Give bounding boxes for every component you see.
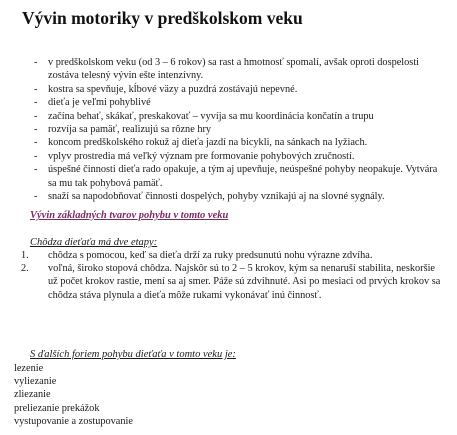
bullet-text: začína behať, skákať, preskakovať – vyvíja sa mu koordinácia končatín a trupu [48, 110, 374, 122]
bullet-item [36, 123, 448, 136]
form-item: zliezanie [14, 389, 51, 401]
bullet-dash: - [34, 97, 38, 109]
walking-stage-item [22, 262, 442, 302]
bullet-dash: - [34, 137, 38, 149]
walking-stages-list [22, 249, 442, 302]
bullet-item [36, 110, 448, 123]
page-title: Vývin motoriky v predškolskom veku [22, 8, 303, 28]
bullet-text: rozvíja sa pamäť, realizujú sa rôzne hry [48, 124, 212, 136]
form-item: lezenie [14, 363, 44, 374]
bullet-item [36, 56, 448, 83]
bullet-text: kostra sa spevňuje, kĺbové väzy a puzdrá zostávajú nepevné. [48, 83, 298, 95]
bullet-text: koncom predškolského rokuž aj dieťa jazdí na bicykli, na sánkach na lyžiach. [48, 137, 368, 149]
bullet-item [36, 96, 448, 109]
bullet-text: úspešné činnosti dieťa rado opakuje, a tým aj upevňuje, neúspešné pohyby neopakuje. Vytvára sa mu tak pohybová pamäť. [48, 164, 438, 189]
stage-text: chôdza s pomocou, keď sa dieťa drží za ruky predsunutú nohu výrazne zdvíha. [48, 250, 373, 261]
walking-stage-item [22, 249, 442, 262]
bullet-item [36, 190, 448, 203]
bullet-item [36, 136, 448, 149]
bullet-dash: - [34, 150, 38, 162]
other-forms-list [14, 362, 133, 428]
development-bullet-list [36, 56, 448, 203]
other-forms-title: S ďalších foriem pohybu dieťaťa v tomto veku je: [30, 349, 236, 360]
bullet-text: dieťa je veľmi pohyblivé [48, 97, 151, 109]
bullet-dash: - [34, 57, 38, 68]
bullet-text: v predškolskom veku (od 3 – 6 rokov) sa rast a hmotnosť spomalí, avšak oproti dospelosti zostáva telesný vývin ešte intenzívny. [48, 57, 420, 82]
stage-text: voľná, široko stopová chôdza. Najskôr sú to 2 – 5 krokov, kým sa nenaruší stabilita, neskoršie už počet krokov rastie, mení sa aj smer. Páže sú zdvihnuté. Asi po mesiaci od prvých krokov sa chôdza stáva plynula a dieťa môže rukami vykonávať inú činnosť. [48, 263, 441, 301]
section-subheading: Vývin základných tvarov pohybu v tomto veku [30, 210, 229, 221]
stage-number: 2. [21, 263, 29, 275]
bullet-dash: - [34, 164, 38, 176]
bullet-dash: - [34, 83, 38, 95]
bullet-dash: - [34, 124, 38, 136]
form-item: preliezanie prekážok [14, 402, 100, 414]
stage-number: 1. [21, 250, 29, 261]
form-item: vystupovanie a zostupovanie [14, 415, 133, 427]
bullet-text: snaží sa napodobňovať činnosti dospelých, pohyby vznikajú aj na slovné sygnály. [48, 191, 385, 203]
bullet-dash: - [34, 110, 38, 122]
form-item: vyliezanie [14, 376, 57, 388]
bullet-dash: - [34, 191, 38, 203]
bullet-item [36, 83, 448, 96]
bullet-item [36, 150, 448, 163]
walking-stages-title: Chôdza dieťaťa má dve etapy: [30, 237, 158, 248]
bullet-item [36, 163, 448, 190]
bullet-text: vplyv prostredia má veľký význam pre formovanie pohybových zručností. [48, 150, 355, 162]
